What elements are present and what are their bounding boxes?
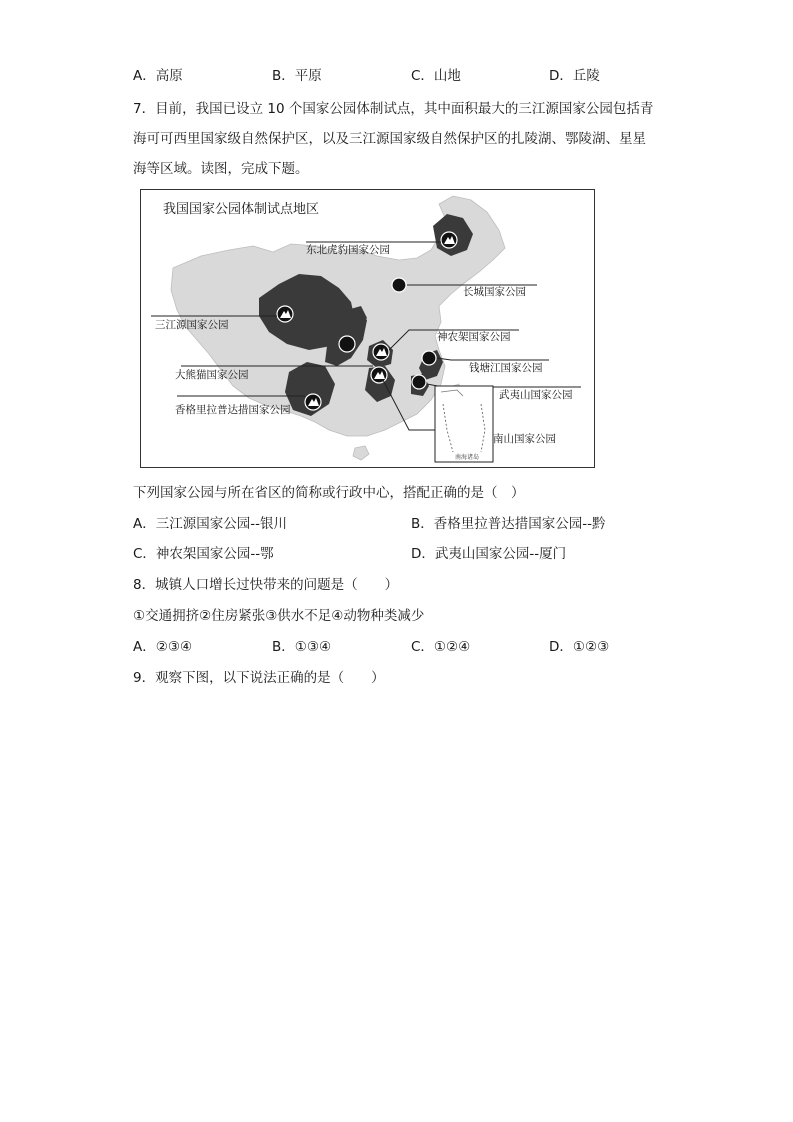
q8-option-c: C．①②④ [411, 639, 471, 655]
label-changcheng: 长城国家公园 [463, 286, 526, 298]
q8-option-d: D．①②③ [549, 639, 610, 655]
marker-central [339, 336, 355, 352]
q6-option-c: C．山地 [411, 68, 461, 84]
q7-question: 下列国家公园与所在省区的简称或行政中心，搭配正确的是（ ） [133, 485, 525, 501]
q8-stem: 8．城镇人口增长过快带来的问题是（ ） [133, 577, 399, 593]
q6-option-b: B．平原 [272, 68, 322, 84]
label-dongbei: 东北虎豹国家公园 [306, 244, 390, 256]
q7-stem-line-1: 7．目前，我国已设立 10 个国家公园体制试点，其中面积最大的三江源国家公园包括青 [133, 101, 654, 117]
marker-changcheng [392, 278, 406, 292]
label-nanshan: 南山国家公园 [493, 433, 556, 445]
marker-qiantangjiang [422, 351, 436, 365]
q6-option-d: D．丘陵 [549, 68, 600, 84]
label-shennongjia: 神农架国家公园 [437, 331, 511, 343]
label-xianggelila: 香格里拉普达措国家公园 [175, 404, 291, 416]
q7-option-c: C．神农架国家公园--鄂 [133, 546, 274, 562]
q8-option-b: B．①③④ [272, 639, 332, 655]
q9-stem: 9．观察下图，以下说法正确的是（ ） [133, 670, 385, 686]
q7-stem-line-3: 海等区域。读图，完成下题。 [133, 161, 309, 177]
q7-option-d: D．武夷山国家公园--厦门 [411, 546, 567, 562]
label-daxiongmao: 大熊猫国家公园 [175, 369, 249, 381]
q6-option-a: A．高原 [133, 68, 183, 84]
label-wuyishan: 武夷山国家公园 [499, 389, 573, 401]
q7-option-a: A．三江源国家公园--银川 [133, 516, 287, 532]
label-qiantangjiang: 钱塘江国家公园 [469, 362, 543, 374]
marker-wuyishan [412, 375, 426, 389]
label-sanjiangyuan: 三江源国家公园 [155, 319, 229, 331]
q7-option-b: B．香格里拉普达措国家公园--黔 [411, 516, 606, 532]
q7-stem-line-2: 海可可西里国家级自然保护区，以及三江源国家级自然保护区的扎陵湖、鄂陵湖、星星 [133, 131, 646, 147]
inset-label-nanhai: 南海诸岛 [455, 454, 480, 461]
q8-items: ①交通拥挤②住房紧张③供水不足④动物种类减少 [133, 608, 425, 624]
hainan-island [353, 446, 369, 460]
national-parks-map [140, 189, 595, 468]
q8-option-a: A．②③④ [133, 639, 193, 655]
map-title: 我国国家公园体制试点地区 [163, 202, 320, 217]
